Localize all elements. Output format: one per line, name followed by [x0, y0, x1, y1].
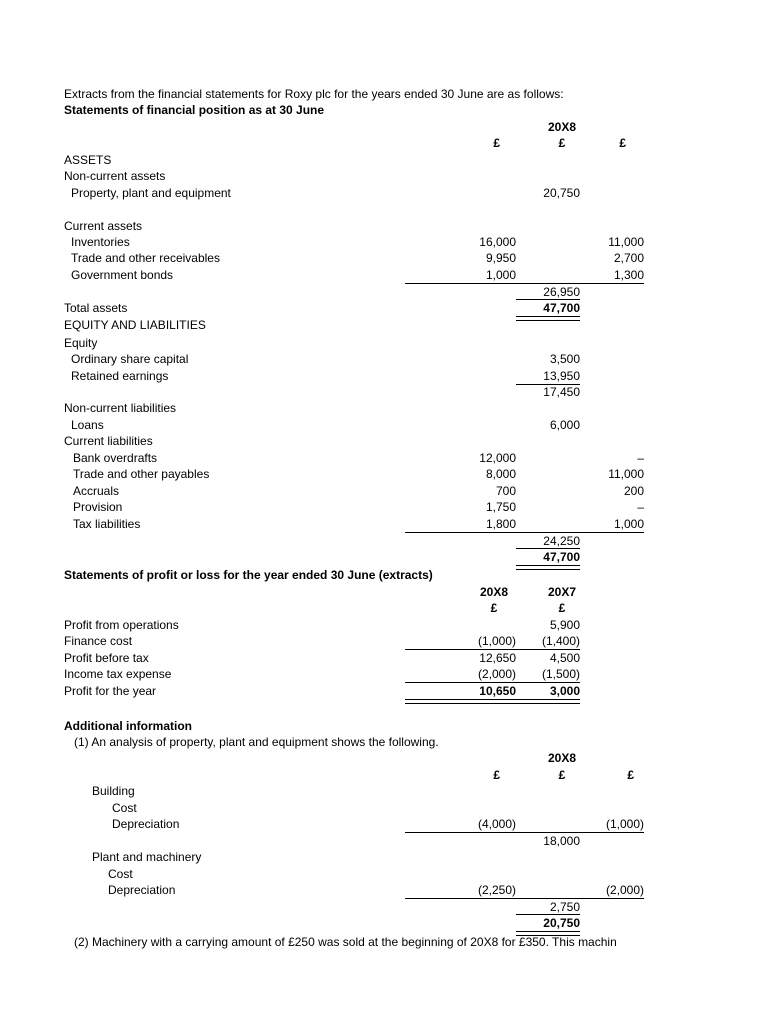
- total-eq-liab-double-underline: [516, 565, 580, 570]
- plant-dep-value-c: (2,000): [605, 883, 644, 897]
- tax-value-c: 1,000: [613, 517, 644, 531]
- building-dep-label: Depreciation: [112, 817, 180, 831]
- total-assets-label: Total assets: [64, 301, 128, 315]
- inventories-value-a: 16,000: [479, 235, 516, 249]
- pl-col2-currency: £: [558, 601, 566, 615]
- loans-label: Loans: [71, 418, 104, 432]
- pl-row-v1: 10,650: [479, 684, 516, 698]
- accruals-value-a: 700: [495, 484, 516, 498]
- share-capital-label: Ordinary share capital: [71, 352, 189, 366]
- ncl-heading: Non-current liabilities: [64, 401, 177, 415]
- building-dep-value-a: (4,000): [477, 817, 516, 831]
- overdrafts-value-c: –: [637, 451, 644, 465]
- pl-row-v1: (2,000): [477, 667, 516, 681]
- pl-title: Statements of profit or loss for the year ended 30 June (extracts): [64, 568, 433, 582]
- payables-label: Trade and other payables: [73, 467, 210, 481]
- note2-text: (2) Machinery with a carrying amount of £250 was sold at the beginning of 20X8 for £350. This machin: [74, 935, 617, 949]
- ppe-analysis-currency-a: £: [493, 768, 500, 782]
- sofp-title: Statements of financial position as at 30 June: [64, 103, 325, 117]
- pl-row-v1: (1,000): [477, 634, 516, 648]
- assets-heading: ASSETS: [64, 153, 112, 167]
- pl-row-label: Profit before tax: [64, 651, 149, 665]
- provision-value-a: 1,750: [485, 500, 516, 514]
- pl-profit-double-underline: [405, 699, 580, 704]
- ppe-analysis-year: 20X8: [547, 751, 577, 765]
- building-dep-value-c: (1,000): [605, 817, 644, 831]
- payables-value-c: 11,000: [608, 467, 644, 481]
- pl-col1-header: 20X8: [479, 585, 509, 599]
- accruals-value-c: 200: [623, 484, 644, 498]
- bonds-value-c: 1,300: [613, 268, 644, 282]
- sofp-year-header: 20X8: [547, 120, 577, 134]
- sofp-currency-col-b: £: [558, 136, 566, 150]
- retained-label: Retained earnings: [71, 369, 169, 383]
- pl-row-v2: 5,900: [549, 618, 580, 632]
- equity-heading: Equity: [64, 336, 98, 350]
- payables-value-a: 8,000: [485, 467, 516, 481]
- provision-label: Provision: [73, 500, 123, 514]
- provision-value-c: –: [637, 500, 644, 514]
- pl-row-v2: 4,500: [549, 651, 580, 665]
- ppe-analysis-currency-b: £: [558, 768, 566, 782]
- pl-row-label: Finance cost: [64, 634, 133, 648]
- plant-label: Plant and machinery: [92, 850, 202, 864]
- pl-row-label: Profit from operations: [64, 618, 179, 632]
- accruals-label: Accruals: [73, 484, 120, 498]
- intro-text: Extracts from the financial statements for Roxy plc for the years ended 30 June are as follows:: [64, 87, 564, 101]
- pl-row-v1: 12,650: [479, 651, 516, 665]
- pl-row-label: Profit for the year: [64, 684, 157, 698]
- additional-title: Additional information: [64, 719, 192, 733]
- plant-cost-label: Cost: [108, 867, 133, 881]
- plant-dep-label: Depreciation: [108, 883, 176, 897]
- receivables-label: Trade and other receivables: [71, 251, 220, 265]
- plant-dep-value-a: (2,250): [477, 883, 516, 897]
- bonds-label: Government bonds: [71, 268, 174, 282]
- cl-total-value: 24,250: [543, 534, 580, 548]
- pl-col1-currency: £: [490, 601, 498, 615]
- share-capital-value: 3,500: [549, 352, 580, 366]
- ppe-analysis-total-value: 20,750: [543, 916, 580, 930]
- total-assets-value: 47,700: [543, 301, 580, 315]
- ppe-value: 20,750: [543, 186, 580, 200]
- receivables-value-a: 9,950: [485, 251, 516, 265]
- plant-total-value: 2,750: [549, 900, 580, 914]
- inventories-label: Inventories: [71, 235, 130, 249]
- pl-row-v2: (1,500): [541, 667, 580, 681]
- eq-liab-heading: EQUITY AND LIABILITIES: [64, 318, 206, 332]
- sofp-currency-col-a: £: [493, 136, 500, 150]
- ca-heading: Current assets: [64, 219, 143, 233]
- ppe-label: Property, plant and equipment: [71, 186, 231, 200]
- cl-heading: Current liabilities: [64, 434, 153, 448]
- total-eq-liab-value: 47,700: [543, 550, 580, 564]
- building-total-value: 18,000: [543, 834, 580, 848]
- ppe-analysis-currency-c: £: [627, 768, 634, 782]
- tax-label: Tax liabilities: [73, 517, 141, 531]
- pl-row-v2: (1,400): [541, 634, 580, 648]
- pl-row-v2: 3,000: [549, 684, 580, 698]
- ca-total-value: 26,950: [543, 285, 580, 299]
- building-cost-label: Cost: [112, 801, 137, 815]
- note1-text: (1) An analysis of property, plant and equipment shows the following.: [74, 735, 439, 749]
- overdrafts-value-a: 12,000: [479, 451, 516, 465]
- nca-heading: Non-current assets: [64, 169, 166, 183]
- bonds-value-a: 1,000: [485, 268, 516, 282]
- pl-col2-header: 20X7: [547, 585, 577, 599]
- building-label: Building: [92, 784, 135, 798]
- receivables-value-c: 2,700: [613, 251, 644, 265]
- inventories-value-c: 11,000: [608, 235, 644, 249]
- sofp-currency-col-c: £: [619, 136, 626, 150]
- tax-value-a: 1,800: [485, 517, 516, 531]
- pl-row-label: Income tax expense: [64, 667, 172, 681]
- total-assets-double-underline: [516, 316, 580, 321]
- overdrafts-label: Bank overdrafts: [73, 451, 158, 465]
- retained-value: 13,950: [543, 369, 580, 383]
- loans-value: 6,000: [549, 418, 580, 432]
- equity-total-value: 17,450: [543, 385, 580, 399]
